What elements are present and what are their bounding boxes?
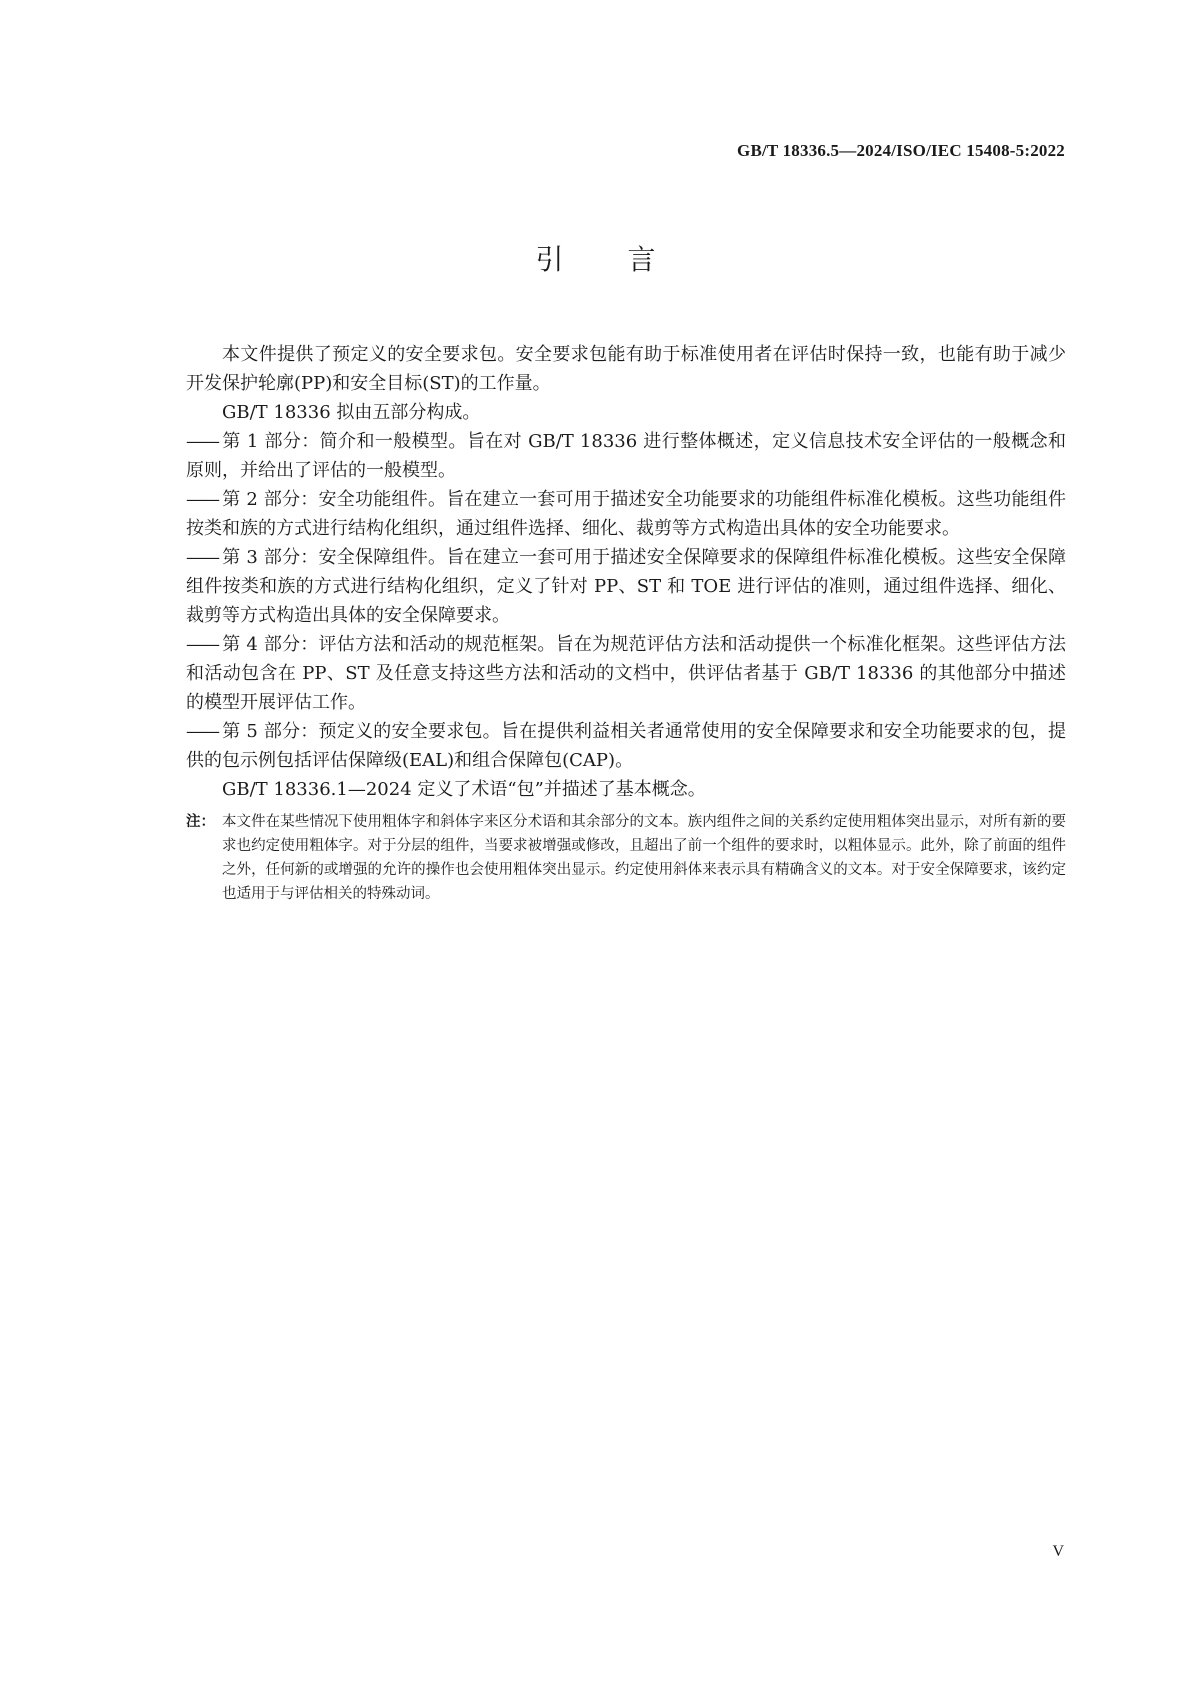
list-dash: —— bbox=[186, 431, 218, 452]
list-item-part-1 bbox=[186, 427, 1066, 485]
structure-paragraph: GB/T 18336 拟由五部分构成。 bbox=[222, 402, 481, 423]
list-item-part-5 bbox=[186, 717, 1066, 775]
list-dash: —— bbox=[186, 634, 218, 655]
intro-paragraph: 本文件提供了预定义的安全要求包。安全要求包能有助于标准使用者在评估时保持一致，也能有助于减少开发保护轮廓(PP)和安全目标(ST)的工作量。 bbox=[186, 344, 1066, 394]
list-item-part-2 bbox=[186, 485, 1066, 543]
list-dash: —— bbox=[186, 721, 218, 742]
part-3-text: 第 3 部分：安全保障组件。旨在建立一套可用于描述安全保障要求的保障组件标准化模板。这些安全保障组件按类和族的方式进行结构化组织，定义了针对 PP、ST 和 TOE 进行评估的准则，通过组件选择、细化、裁剪等方式构造出具体的安全保障要求。 bbox=[186, 547, 1066, 626]
part-5-text: 第 5 部分：预定义的安全要求包。旨在提供利益相关者通常使用的安全保障要求和安全功能要求的包，提供的包示例包括评估保障级(EAL)和组合保障包(CAP)。 bbox=[186, 721, 1066, 771]
standard-code-header: GB/T 18336.5—2024/ISO/IEC 15408-5:2022 bbox=[737, 141, 1065, 160]
part-2-text: 第 2 部分：安全功能组件。旨在建立一套可用于描述安全功能要求的功能组件标准化模板。这些功能组件按类和族的方式进行结构化组织，通过组件选择、细化、裁剪等方式构造出具体的安全功能要求。 bbox=[186, 489, 1066, 539]
note-text: 本文件在某些情况下使用粗体字和斜体字来区分术语和其余部分的文本。族内组件之间的关系约定使用粗体突出显示，对所有新的要求也约定使用粗体字。对于分层的组件，当要求被增强或修改，且超出了前一个组件的要求时，以粗体显示。此外，除了前面的组件之外，任何新的或增强的允许的操作也会使用粗体突出显示。约定使用斜体来表示具有精确含义的文本。对于安全保障要求，该约定也适用于与评估相关的特殊动词。 bbox=[222, 814, 1066, 902]
note-label: 注： bbox=[186, 813, 215, 830]
page-number: V bbox=[1052, 1543, 1064, 1560]
note-block bbox=[186, 810, 1066, 906]
list-dash: —— bbox=[186, 489, 218, 510]
terms-paragraph: GB/T 18336.1—2024 定义了术语“包”并描述了基本概念。 bbox=[222, 779, 706, 800]
page-title: 引言 bbox=[535, 243, 720, 276]
list-dash: —— bbox=[186, 547, 218, 568]
part-4-text: 第 4 部分：评估方法和活动的规范框架。旨在为规范评估方法和活动提供一个标准化框架。这些评估方法和活动包含在 PP、ST 及任意支持这些方法和活动的文档中，供评估者基于 GB/T 18336 的其他部分中描述的模型开展评估工作。 bbox=[186, 634, 1066, 713]
list-item-part-3 bbox=[186, 543, 1066, 630]
list-item-part-4 bbox=[186, 630, 1066, 717]
part-1-text: 第 1 部分：简介和一般模型。旨在对 GB/T 18336 进行整体概述，定义信息技术安全评估的一般概念和原则，并给出了评估的一般模型。 bbox=[186, 431, 1066, 481]
main-content bbox=[186, 340, 1066, 906]
